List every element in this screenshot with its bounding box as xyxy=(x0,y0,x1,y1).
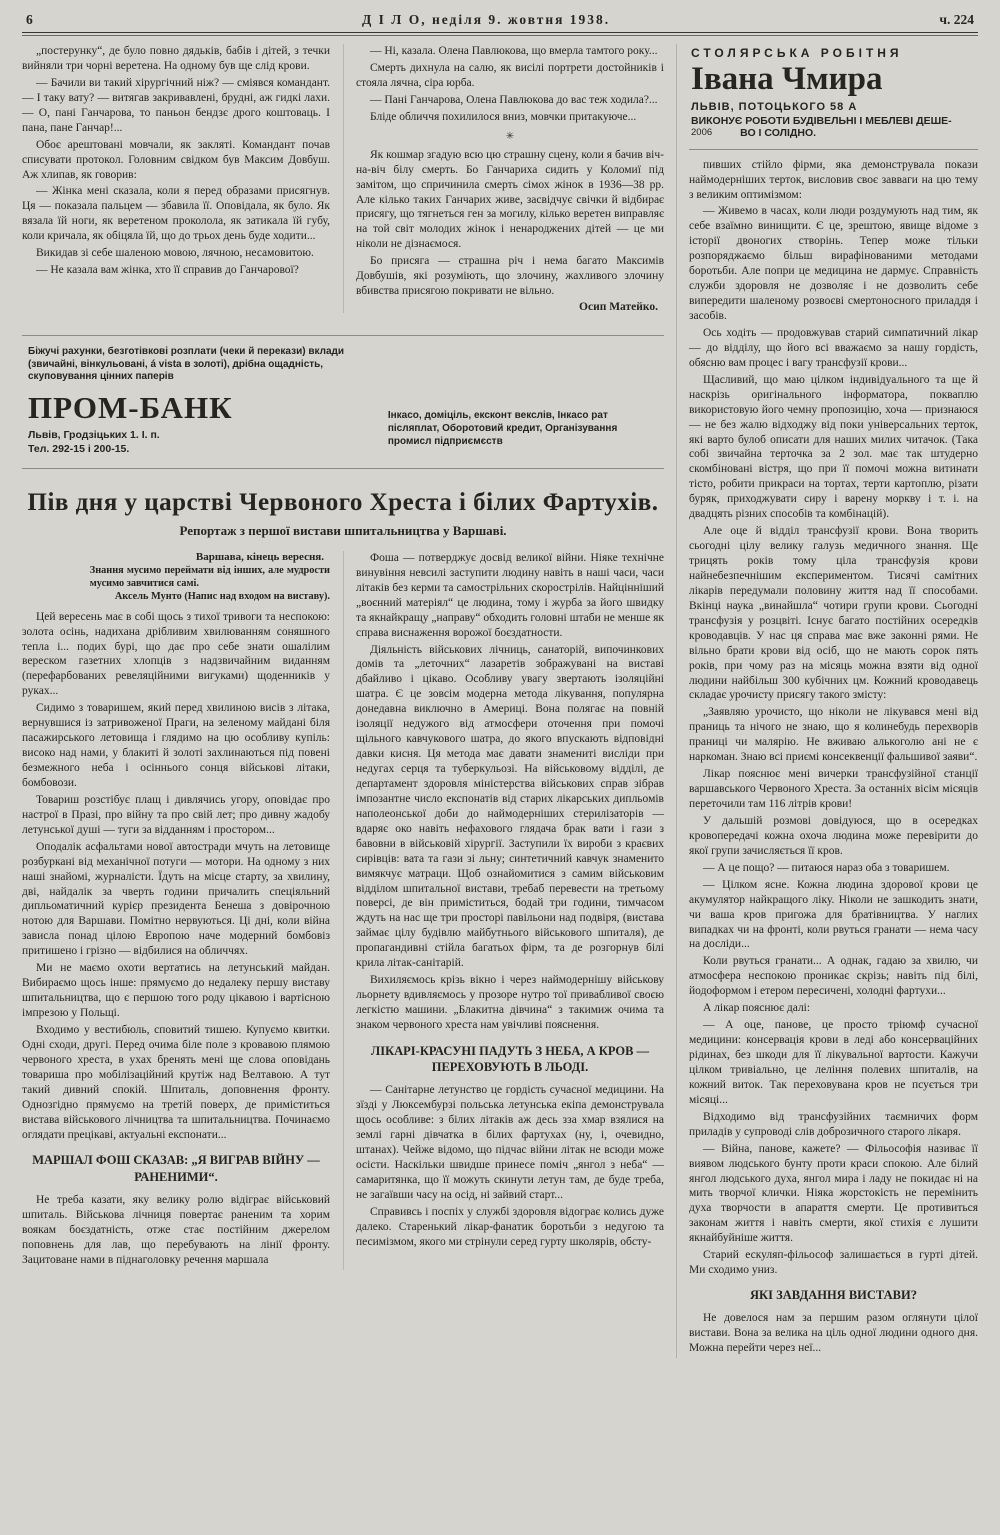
main-article-col-mid xyxy=(343,551,664,1270)
paragraph: Щасливий, що маю цілком індивідуального та ще й наскрізь оригінального інформатора, покваплю використовую його чемну пропозицію, хоча — признаюся — не без жалю відходжу від поки універсальних терток, які варто булоб описати для наших милих читачок. (Така собі звичайна терточка за 2 зол. має так штудерно скомбіновані вістря, що при її помочі можна витинати тісто, робити прикраси на тортах, терти картоплю, різати буряк, приходжувати сиру і варену моркву і т. і. на двадцять різних способів та комбінацій). xyxy=(689,373,978,521)
carpentry-ad-text2 xyxy=(691,127,976,139)
article-headline: Пів дня у царстві Червоного Хреста і білих Фартухів. xyxy=(27,488,659,516)
dateline: Варшава, кінець вересня. xyxy=(195,550,324,563)
paragraph: — Бачили ви такий хірургічний ніж? — сміявся командант. — І таку вату? — витягав закривавлені, брудні, аж гидкі лахи. — О, пані Ганчарова, то паньон бендзє дрого коштоваць. І пана, пане Ганчар!... xyxy=(22,76,330,134)
main-article-columns xyxy=(22,551,664,1270)
paragraph: Бліде обличчя похилилося вниз, мовчки притакуюче... xyxy=(370,110,637,123)
left-block xyxy=(22,44,664,1358)
prev-article-col2a xyxy=(356,44,664,125)
paragraph: Коли рвуться гранати... А однак, гадаю за хвилю, чи атмосфера неспокою проникає скрізь; навіть під білі, йодоформом і етером пересичені, холодні фартухи... xyxy=(689,955,978,998)
paragraph: — А це пощо? — питаюся нараз оба з товаришем. xyxy=(703,861,950,874)
paragraph: Відходимо від трансфузійних таємничих форм приладів у супроводі слів доброзичного старого лікаря. xyxy=(689,1110,978,1138)
prombank-address xyxy=(28,428,372,456)
paragraph: — Жінка мені сказала, коли я перед образами присягнув. Ця — показала пальцем — збавила її. Оповідала, як було. Як вязала їй ноги, як веретеном проколола, як затикала їй губу, коли кричала, як обіцяла їй, що до трьох день буде ходити... xyxy=(22,185,330,243)
right-col-paragraphs xyxy=(689,158,978,1278)
carpentry-ad-text2-label: ВО І СОЛІДНО. xyxy=(740,126,817,139)
prombank-services-right: Інкасо, доміціль, ексконт векслів, Інкасо рат післяплат, Оборотовий кредит, Організування промисл підприємєств xyxy=(387,409,618,447)
carpentry-ad-address: ЛЬВІВ, ПОТОЦЬКОГО 58 А xyxy=(691,100,858,113)
carpentry-ad-type: СТОЛЯРСЬКА РОБІТНЯ xyxy=(691,46,903,60)
prombank-ad xyxy=(22,335,664,469)
prev-article-col2b xyxy=(356,148,664,299)
paragraph: Але оце й відділ трансфузії крови. Вона творить сьогодні цілу велику галузь медичного знання. Ще трицять років тому ціла трансфузія крови найнебезпечнішим експериментом. Тисячі самітних лікарів передумали половину життя над її способами. Вкінці наука „винайшла“ чотири групи крови. Сьогодні трансфузія у розцвіті. Існує багато постійних осередків кроводавців. У нас ця справа має вже законні рями. Не вільно брати крови від осіб, що не мають сорок пять років, при чому раз на місяць можна взяти від одної людини найбільш 300 кубічних цм. Кожний кроводавець складає урочисту присягу такого змісту: xyxy=(689,525,978,702)
article-subtitle: Репортаж з першої вистави шпитальництва у Варшаві. xyxy=(179,522,507,538)
prev-article-col1 xyxy=(22,44,330,313)
asterisk-separator: ✳ xyxy=(505,130,515,142)
paragraph: Оподалік асфальтами нової автостради мчуть на летовище розбуркані від механічної потуги — мотори. На одному з них наші знайомі, журналісти. Їдуть на місце старту, за хвилину, дві, найдалік за чверть години причалить спеціяльний дипльоматичний курієр президента Бенеша з довірочною нотою для Варшави. Помітно нервуються. Ці дні, коли війна зависла понад цілою Европою наче модерний бомбовіз притишено і грізно — відбилися на обличчях. xyxy=(22,840,330,958)
prombank-street: Львів, Гродзіцьких 1. І. п. xyxy=(28,428,160,441)
paragraph: — Пані Ганчарова, Олена Павлюкова до вас теж ходила?... xyxy=(370,93,658,106)
paragraph: — Ні, казала. Олена Павлюкова, що вмерла тамтого року... xyxy=(370,45,658,57)
paragraph: — Живемо в часах, коли люди роздумують над тим, як себе взаїмно винищити. Є це, зрештою, явище відоме з історії двоногих створінь. Тепер може тільки розпоряджаємо більш вирафінованими методами боротьби. Але попри це медицина не дармує. Справність служби здоровля не дозволяє і не дозволить себе випередити шаленому розвоєві смертоносного приладдя і засобів. xyxy=(689,205,978,323)
main-col-mid-paragraphs xyxy=(356,551,664,1033)
section-heading-tasks: ЯКІ ЗАВДАННЯ ВИСТАВИ? xyxy=(750,1288,917,1303)
paragraph: Діяльність військових лічниць, санаторій, випочинкових домів та „леточних“ лазаретів зображувані на виставі дбайливо і цікаво. Особливу увагу звертають ізоляційні шатра. Є це зовсім модерна метода лікування, популярна донедавна виключно в Америці. Вона полягає на повній ізоляції недужого від атмосфери оточення при помочі щільного кавчукового шатра, до якого впускають відповідні давки кисня. Ця метода має давати знамениті висліди при недугах серця та туберкульозі. На військовому відділі, де департамент здоровля міністерства військових справ зібрав імпозантне число експонатів від старих лікарських дипльомів наполеонської доби до наймодерніших стерилізаторів — вдаряє око навіть нефахового глядача брак вати і гази з бавовни в військовій хірургії. Заступили їх вироби з краєвих сирівців: вата та гази зі льну; синтетичний кавчук знаменито вимякчує матраци. Щоб ознайомитися з самим військовим відділом шпитальної вистави, требаб перевести на третьому поверсі, де він приміститься, бодай три години, тимчасом ждуть на нас ще три просторі павільони над подвіря, (вистава займає цілу будівлю майбутнього військового шпиталя), де пропагандивні стійла багатьох фірм, та де розгорнув білі крила літак-санітарій. xyxy=(356,643,664,970)
paragraph: Бо присяга — страшна річ і нема багато Максимів Довбушів, які розуміють, що злочину, жахливого злочину вбивства присягою покривати не вільно. xyxy=(356,255,664,298)
prombank-phone: Тел. 292-15 і 200-15. xyxy=(28,442,130,455)
paragraph: Ми не маємо охоти вертатись на летунський майдан. Вибираємо щось інше: прямуємо до недалеку першу виставу шпитальництва, що є першою того роду цікавою і вартісною імпрезою у Польщі. xyxy=(22,962,330,1019)
prombank-left xyxy=(28,346,372,456)
prev-article-col2 xyxy=(343,44,664,313)
paragraph: Не довелося нам за першим разом оглянути цілої вистави. Вона за велика на ціль одної людини одного дня. Можна перейти через неї... xyxy=(689,1312,978,1354)
page-number: 6 xyxy=(26,12,33,27)
author-byline: Осип Матейко. xyxy=(579,301,658,314)
main-article-col-left xyxy=(22,551,330,1270)
section-heading-foch: МАРШАЛ ФОШ СКАЗАВ: „Я ВИГРАВ ВІЙНУ — РАНЕНИМИ“. xyxy=(32,1153,320,1184)
masthead-title: Д І Л О, неділя 9. жовтня 1938. xyxy=(361,12,611,27)
page-content xyxy=(22,44,978,1358)
paragraph: Смерть дихнула на салю, як висілі портрети достойників і стояла лячна, сіра юрба. xyxy=(356,61,664,89)
epigraph: Знання мусимо переймати від інших, але мудрости мусимо завчитися самі. xyxy=(89,564,330,589)
right-col-after xyxy=(689,1311,978,1356)
header-rule xyxy=(22,35,978,36)
main-col-mid-after xyxy=(356,1083,664,1249)
paragraph: Старий ескуляп-фільософ залишається в гурті дітей. Ми сходимо униз. xyxy=(689,1249,978,1277)
right-column xyxy=(676,44,978,1358)
paragraph: А лікар пояснює далі: xyxy=(703,1002,811,1015)
prombank-services-left: Біжучі рахунки, безготівкові розплати (чеки й перекази) вклади (звичайні, вінкульовані, á vista в золоті), дрібна ощадність, скуповування цінних паперів xyxy=(28,346,345,383)
epigraph-source: Аксель Мунто (Напис над входом на виставу). xyxy=(114,590,330,602)
paragraph: — Не казала вам жінка, хто її справив до Ганчарової? xyxy=(36,264,299,277)
issue-number: ч. 224 xyxy=(939,12,974,27)
main-col-left-paragraphs xyxy=(22,610,330,1143)
paragraph: — Санітарне летунство це гордість сучасної медицини. На зїзді у Люксембурзі польська летунська екіпа демонструвала щось особливе: з білих літаків аж десь зза хмар взялися на землі гарні дівчатка в білих фартухах (ну, і, очевидно, штанах). Чейже відомо, що підчас війни літак не всюди може осісти. Наскільки швидше принесе поміч „янгол з неба“ — самаритянка, що її можуть скинути летун там, де буде треба, не загаївши часу на осід, ні зайвий старт... xyxy=(356,1084,664,1201)
carpentry-ad-text: ВИКОНУЄ РОБОТИ БУДІВЕЛЬНІ І МЕБЛЕВІ ДЕШЕ- xyxy=(691,114,952,127)
carpentry-ad-number: 2006 xyxy=(691,126,713,138)
masthead xyxy=(22,10,978,33)
paragraph: Не треба казати, яку велику ролю відіграє військовий шпиталь. Військова лічниця повертає раненим та хорим воякам боєздатність, отже стає постійним джерелом поповнень для лав, що перебувають на лінії фронту. Зацитоване нами в піднаголовку речення маршала xyxy=(22,1193,330,1266)
prombank-name: ПРОМ-БАНК xyxy=(28,389,233,425)
paragraph: Вихиляємось крізь вікно і через наймодернішу військову льорнету вдивляємось у прозоре нутро тої привабливої своєю легкістю машини. „Блакитна дівчина“ з такимиж очима та знаком червоного хреста нам увічливі пояснення. xyxy=(356,974,664,1031)
paragraph: Цей вересень має в собі щось з тихої тривоги та неспокою: золота осінь, надихана дрібливим хвилюванням соняшного тепла і... подих бурі, що дає про себе знати ошалілим вереском газетних хлопців з надзвичайним виданням (перефарбованих ревеляційними вигуками) щоденників у руках... xyxy=(22,610,330,698)
paragraph: пивших стійло фірми, яка демонструвала покази наймодерніших терток, висловив своє завваги на цю тему з великим оптимізмом: xyxy=(689,158,978,201)
paragraph: — А оце, панове, це просто тріюмф сучасної медицини: консервація крови в леді або консерваційних рідинах, без шкоди для її лікувальної вартости. Кажучи цілком тривіально, це леління полевих шпиталів, на кожний виток. Так переховувана кров не псується три місяці... xyxy=(689,1019,978,1106)
paragraph: Сидимо з товаришем, який перед хвилиною висів з літака, вернувшися із затривоженої Праги, на зеленому майдані біля пасажирського летовища і глядимо на цю особливу купіль: високо над нами, у блакиті й золоті захлинаються під повені безмежного неба і осіннього сонця військові літаки, бомбовози. xyxy=(22,702,330,789)
carpentry-ad xyxy=(689,44,978,150)
paragraph: Як кошмар згадую всю цю страшну сцену, коли я бачив віч-на-віч білу смерть. Бо Ганчариха сидить у Коломиї під замітом, що спричинила смерть сімох жінок в 1936—38 рр. Але кілько таких Ганчарих живе, засвідчує свічки й відбирає присягу, що тягнеться ген за могилу, кілько веретен виправляє на той світ молодих жінок і ненароджених дітей — це ми ніколи не дізнаємося. xyxy=(356,148,664,251)
paragraph: „Заявляю урочисто, що ніколи не лікувався мені від праниць та нічого не знаю, що я колинебудь перехворів праниці чи малярію. Не вживаю алькоголю ані не є наркоман. Знаю всі приємі консеквенції фальшивої заяви“. xyxy=(689,706,978,764)
main-article xyxy=(22,489,664,1270)
paragraph: Входимо у вестибюль, сповитий тишею. Купуємо квитки. Одні сходи, другі. Перед очима біле поле з кровавою плямою червоного хреста, в ухах бренять мені ще слова оповідань товариша про мобілізаційний крутіж над Велтавою. А тут такий дивний спокій. Шпиталь, доповнення фронту. Однозгідно прямуємо на третій поверх, де приміститься вистава військового лічництва та шпитальництва. Починаємо оглядати прецікаві, актуальні експонати... xyxy=(22,1023,330,1141)
main-col-left-after xyxy=(22,1193,330,1268)
section-heading-doctors: ЛІКАРІ-КРАСУНІ ПАДУТЬ З НЕБА, А КРОВ — ПЕРЕХОВУЮТЬ В ЛЬОДІ. xyxy=(370,1043,650,1075)
paragraph: Справивсь і поспіх у службі здоровля відограє колись дуже далеко. Старенький лікар-фанатик боротьби з недугою та песимізмом, якого ми стрінули серед гурту школярів, обсту- xyxy=(356,1205,664,1248)
paragraph: Обоє арештовані мовчали, як закляті. Командант почав списувати протокол. Головним свідком був Максим Довбуш. Аж хлипав, як говорив: xyxy=(22,138,330,181)
paragraph: — Війна, панове, кажете? — Фільософія називає її виявом людського бунту проти краси спокою. Але білий янгол людського духа, янгол мира і ладу не покидає ні на мить творчої клички. Ніяка жорстокість не перемінить духа творчости в апараття смерти. Це противиться законам життя і навіть смерти, якої стихія є лушити якнайбуйніше життя. xyxy=(689,1142,978,1245)
paragraph: Фоша — потверджує досвід великої війни. Ніяке технічне винувіння невсилі заступити людину навіть в наші часи, часи літаків без керми та самострільних скорострілів. Найцінніший „воєнний матеріял“ це людина, тому і журба за його швидку та якнайкращу „направу“ обходить головні штаби не менше як справа виснаження ворожої боєздатности. xyxy=(356,551,664,639)
paragraph: „постерунку“, де було повно дядьків, бабів і дітей, з течки вийняли три чорні веретена. На одному був ще слід крови. xyxy=(22,45,330,72)
paragraph: У дальшій розмові довідуюся, що в осередках кровопередачі кожна охоча людина може перевірити до якої групи зачисляється її кров. xyxy=(689,814,978,857)
paragraph: Лікар пояснює мені вичерки трансфузійної станції варшавського Червоного Хреста. За останніх вісім місяців переточили там 116 літрів крови! xyxy=(689,768,978,811)
paragraph: Викидав зі себе шаленою мовою, лячною, несамовитою. xyxy=(36,247,314,260)
previous-article xyxy=(22,44,664,313)
carpentry-ad-name: Івана Чмира xyxy=(691,61,883,97)
paragraph: — Цілком ясне. Кожна людина здорової крови це акумулятор найкращого ліку. Ніколи не зашкодить знати, чи ваша кров пригожа для братівництва. У наглих випадках чи на фронті, коли рвуться гранати — нема часу на досліди... xyxy=(689,878,978,951)
paragraph: Ось ходіть — продовжував старий симпатичний лікар — до відділу, що його всі вважаємо за нашу гордість, обясню вам процес і вагу трансфузії крови... xyxy=(689,326,978,369)
paragraph: Товариш розстібує плащ і дивлячись угору, оповідає про настрої в Празі, про війну та про свій лет; про дивну жадобу летунської душі — туги за відданням і простором... xyxy=(22,793,330,836)
